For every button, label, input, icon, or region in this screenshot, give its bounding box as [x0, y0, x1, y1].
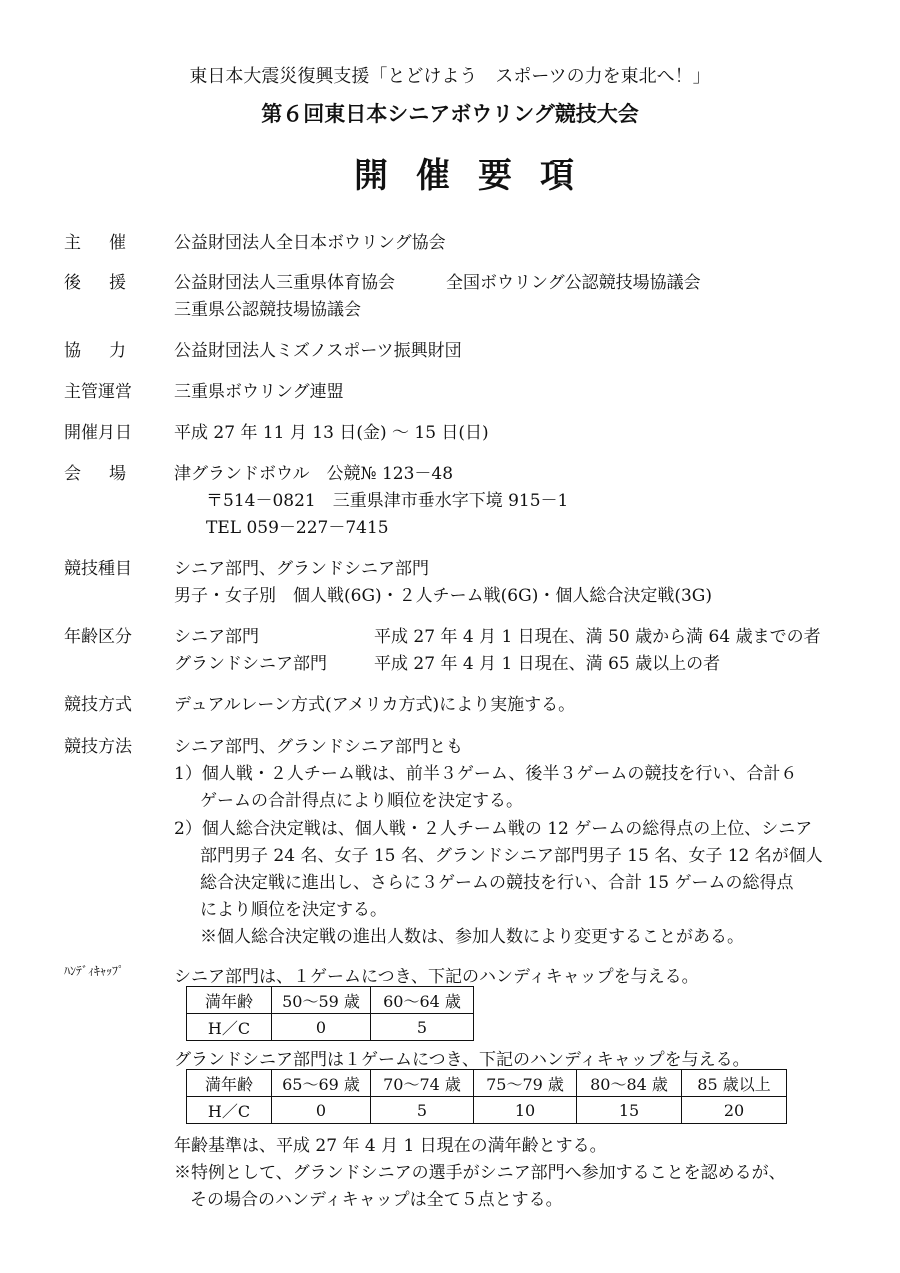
venue-label: 会場	[64, 464, 154, 484]
age-basis: 年齢基準は、平成 27 年 4 月 1 日現在の満年齢とする。	[174, 1136, 607, 1156]
method-item-2: 2）個人総合決定戦は、個人戦・２人チーム戦の 12 ゲームの総得点の上位、シニア	[174, 819, 813, 839]
event-title: 第６回東日本シニアボウリング競技大会	[261, 102, 639, 126]
table-cell: 50～59 歳	[272, 987, 371, 1014]
format-value: デュアルレーン方式(アメリカ方式)により実施する。	[174, 695, 576, 715]
table-row	[187, 1014, 474, 1041]
senior-handicap-table	[186, 986, 474, 1041]
table-cell: 65～69 歳	[272, 1070, 371, 1097]
method-item-2-cont-1: 部門男子 24 名、女子 15 名、グランドシニア部門男子 15 名、女子 12 名が個人	[200, 846, 823, 866]
cooperation-value: 公益財団法人ミズノスポーツ振興財団	[174, 341, 462, 361]
events-line-1: シニア部門、グランドシニア部門	[174, 559, 429, 579]
venue-address: 〒514－0821 三重県津市垂水字下境 915－1	[206, 491, 569, 511]
dates-label: 開催月日	[64, 423, 132, 443]
method-item-1: 1）個人戦・２人チーム戦は、前半３ゲーム、後半３ゲームの競技を行い、合計６	[174, 764, 798, 784]
age-grand-division: グランドシニア部門	[174, 654, 327, 674]
supertitle: 東日本大震災復興支援「とどけよう スポーツの力を東北へ！」	[189, 66, 711, 87]
age-label: 年齢区分	[64, 627, 132, 647]
table-header-row	[187, 1070, 787, 1097]
method-label: 競技方法	[64, 737, 132, 757]
table-cell: 0	[272, 1097, 371, 1124]
table-cell: 満年齢	[187, 1070, 272, 1097]
grand-handicap-table	[186, 1069, 787, 1124]
table-cell: 0	[272, 1014, 371, 1041]
format-label: 競技方式	[64, 695, 132, 715]
table-cell: 85 歳以上	[682, 1070, 787, 1097]
table-cell: 20	[682, 1097, 787, 1124]
table-cell: H／C	[187, 1014, 272, 1041]
sponsor-2: 全国ボウリング公認競技場協議会	[446, 273, 701, 293]
management-value: 三重県ボウリング連盟	[174, 382, 344, 402]
organizer-label: 主催	[64, 233, 154, 253]
sponsor-1: 公益財団法人三重県体育協会	[174, 273, 395, 293]
venue-name: 津グランドボウル 公競№ 123－48	[174, 464, 454, 484]
table-cell: 5	[371, 1097, 474, 1124]
table-cell: 15	[577, 1097, 682, 1124]
handicap-senior-text: シニア部門は、１ゲームにつき、下記のハンディキャップを与える。	[174, 967, 699, 987]
method-item-1-cont: ゲームの合計得点により順位を決定する。	[200, 791, 523, 811]
table-header-row	[187, 987, 474, 1014]
events-label: 競技種目	[64, 559, 132, 579]
sponsors-label: 後援	[64, 273, 154, 293]
table-cell: 80～84 歳	[577, 1070, 682, 1097]
table-cell: 75～79 歳	[474, 1070, 577, 1097]
special-rule-cont: その場合のハンディキャップは全て５点とする。	[190, 1190, 563, 1210]
method-intro: シニア部門、グランドシニア部門とも	[174, 737, 463, 757]
organizer-value: 公益財団法人全日本ボウリング協会	[174, 233, 446, 253]
venue-phone: TEL 059－227－7415	[206, 518, 389, 538]
special-rule: ※特例として、グランドシニアの選手がシニア部門へ参加することを認めるが、	[174, 1163, 786, 1183]
page-heading: 開催要項	[354, 156, 602, 196]
table-cell: 満年齢	[187, 987, 272, 1014]
age-senior-division: シニア部門	[174, 627, 259, 647]
management-label: 主管運営	[64, 382, 132, 402]
age-senior-rule: 平成 27 年 4 月 1 日現在、満 50 歳から満 64 歳までの者	[374, 627, 821, 647]
events-line-2: 男子・女子別 個人戦(6G)・２人チーム戦(6G)・個人総合決定戦(3G)	[174, 586, 712, 606]
table-cell: H／C	[187, 1097, 272, 1124]
table-cell: 70～74 歳	[371, 1070, 474, 1097]
handicap-grand-text: グランドシニア部門は１ゲームにつき、下記のハンディキャップを与える。	[174, 1050, 750, 1070]
sponsor-3: 三重県公認競技場協議会	[174, 300, 361, 320]
cooperation-label: 協力	[64, 341, 154, 361]
method-item-2-cont-2: 総合決定戦に進出し、さらに３ゲームの競技を行い、合計 15 ゲームの総得点	[200, 873, 794, 893]
dates-value: 平成 27 年 11 月 13 日(金) ～ 15 日(日)	[174, 423, 489, 443]
method-note: ※個人総合決定戦の進出人数は、参加人数により変更することがある。	[200, 927, 744, 947]
table-cell: 60～64 歳	[371, 987, 474, 1014]
handicap-label: ﾊﾝﾃﾞｨｷｬｯﾌﾟ	[64, 964, 125, 978]
method-item-2-cont-3: により順位を決定する。	[200, 900, 387, 920]
table-row	[187, 1097, 787, 1124]
age-grand-rule: 平成 27 年 4 月 1 日現在、満 65 歳以上の者	[374, 654, 721, 674]
table-cell: 10	[474, 1097, 577, 1124]
table-cell: 5	[371, 1014, 474, 1041]
